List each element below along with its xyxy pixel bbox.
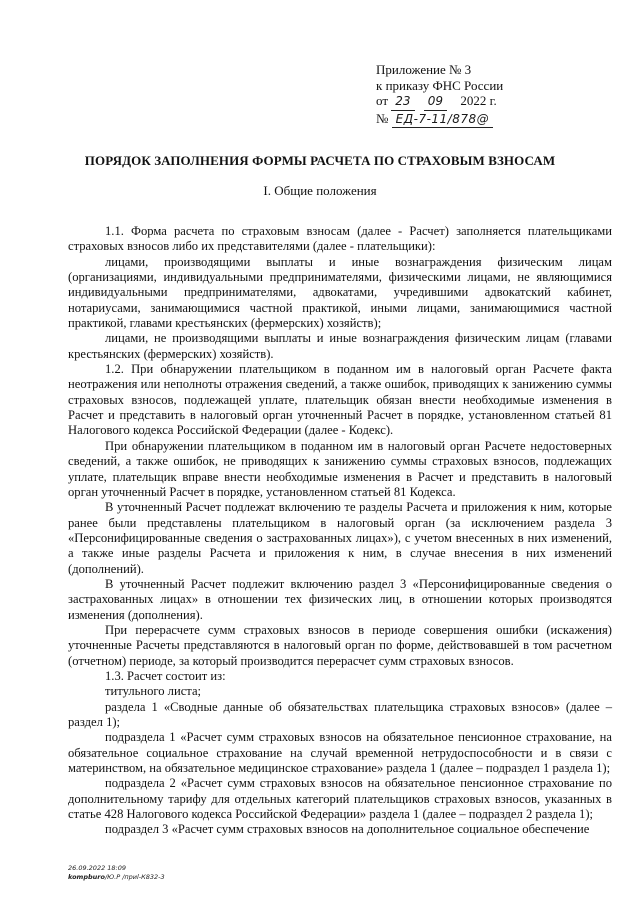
handwritten-day: 23 xyxy=(391,94,414,111)
order-date-line: от 23 09 2022 г. xyxy=(376,93,503,111)
paragraph: подраздел 3 «Расчет сумм страховых взносов на дополнительное социальное обеспечение xyxy=(105,822,590,837)
order-year: 2022 г. xyxy=(460,93,497,108)
brand-name: kompburo xyxy=(68,872,105,881)
scan-ref-code: /Ю.Р /приl-К832-3 xyxy=(104,872,165,881)
appendix-line: Приложение № 3 xyxy=(376,62,472,77)
handwritten-order-number: ЕД-7-11/878@ xyxy=(392,112,493,129)
order-reference-line: к приказу ФНС России xyxy=(376,77,504,93)
paragraph: В уточненный Расчет подлежит включению раздел 3 «Персонифицированные сведения о застрахованных лицах» в отношении тех физических лиц, в отношении которых производятся изменения (дополнения). xyxy=(68,576,612,622)
scan-reference xyxy=(68,873,165,882)
paragraph: При перерасчете сумм страховых взносов в периоде совершения ошибки (искажения) уточненные Расчеты представляются в налоговый орган по форме, действовавшей в том расчетном (отчетном) периоде, за который производится перерасчет сумм страховых взносов. xyxy=(68,622,612,668)
paragraph: подраздела 1 «Расчет сумм страховых взносов на обязательное пенсионное страхование, на обязательное социальное страхование на случай временной нетрудоспособности и в связи с материнством, на обязательное медицинское страхование» раздела 1 (далее – подраздел 1 раздела 1); xyxy=(68,730,612,776)
paragraph: подраздела 2 «Расчет сумм страховых взносов на обязательное пенсионное страхование по дополнительному тарифу для отдельных категорий плательщиков страховых взносов, указанных в статье 428 Налогового кодекса Российской Федерации» раздела 1 (далее – подраздел 2 раздела 1); xyxy=(68,776,612,822)
handwritten-month: 09 xyxy=(424,94,447,111)
paragraph: лицами, производящими выплаты и иные вознаграждения физическим лицам (организациями, индивидуальными предпринимателями, физическими лицами, не являющимися индивидуальными предпринимателями, адвокатами, учредившими адвокатский кабинет, нотариусами, занимающимися частной практикой, иными лицами, занимающимися частной практикой, главами крестьянских (фермерских) хозяйств); xyxy=(68,254,612,331)
document-body xyxy=(68,224,612,838)
paragraph: В уточненный Расчет подлежат включению те разделы Расчета и приложения к ним, которые ранее были представлены плательщиком в налоговый орган (за исключением раздела 3 «Персонифицированные сведения о застрахованных лицах»), с учетом внесенных в них изменений, а также иные разделы Расчета и приложения к ним, в случае внесения в них изменений (дополнений). xyxy=(68,500,612,576)
document-title: ПОРЯДОК ЗАПОЛНЕНИЯ ФОРМЫ РАСЧЕТА ПО СТРАХОВЫМ ВЗНОСАМ xyxy=(84,153,556,168)
paragraph: титульного листа; xyxy=(105,684,202,699)
order-number-line: № ЕД-7-11/878@ xyxy=(376,111,503,129)
paragraph: лицами, не производящими выплаты и иные вознаграждения физическим лицам (главами крестьянских (фермерских) хозяйств). xyxy=(68,331,612,361)
appendix-header xyxy=(376,62,503,128)
section-heading: I. Общие положения xyxy=(263,183,377,198)
paragraph: При обнаружении плательщиком в поданном им в налоговый орган Расчете недостоверных сведений, а также ошибок, не приводящих к занижению суммы страховых взносов, подлежащих уплате, плательщик вправе внести необходимые изменения в Расчет и представить в налоговый орган уточненный Расчет в порядке, установленном статьей 81 Кодекса. xyxy=(68,438,612,499)
paragraph: раздела 1 «Сводные данные об обязательствах плательщика страховых взносов» (далее – раздел 1); xyxy=(68,699,612,729)
scan-footer xyxy=(68,864,165,881)
paragraph: 1.2. При обнаружении плательщиком в поданном им в налоговый орган Расчете факта неотражения или неполноты отражения сведений, а также ошибок, приводящих к занижению суммы страховых взносов, подлежащей уплате, плательщик обязан внести необходимые изменения в Расчет и представить в налоговый орган уточненный Расчет в порядке, установленном статьей 81 Налогового кодекса Российской Федерации (далее - Кодекс). xyxy=(68,362,612,438)
scan-timestamp: 26.09.2022 18:09 xyxy=(68,864,127,872)
paragraph: 1.1. Форма расчета по страховым взносам (далее - Расчет) заполняется плательщиками страховых взносов либо их представителями (далее - плательщики): xyxy=(68,224,612,254)
paragraph: 1.3. Расчет состоит из: xyxy=(105,668,226,683)
